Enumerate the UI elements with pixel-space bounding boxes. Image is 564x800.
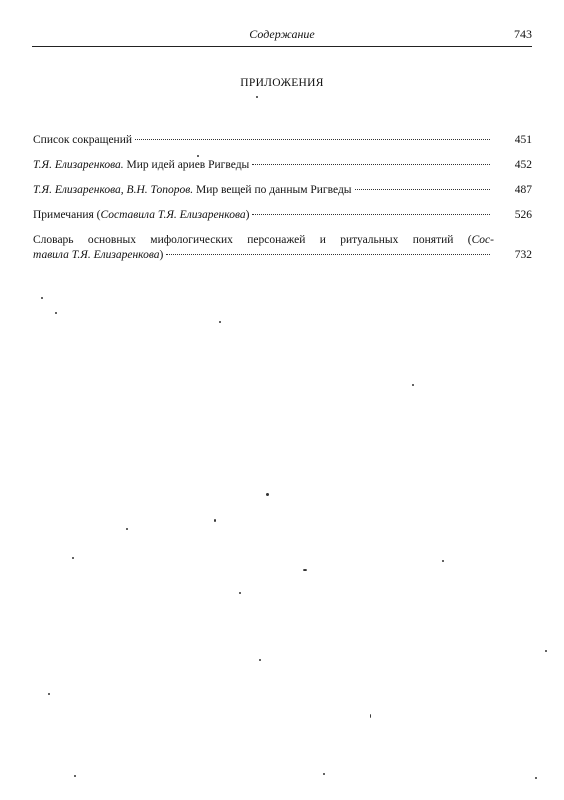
- toc-entry-dictionary[interactable]: [33, 233, 532, 263]
- toc-entry-text: [33, 208, 249, 223]
- header-rule: [32, 46, 532, 47]
- table-of-contents: [33, 133, 532, 263]
- toc-entry-text: Словарь основных мифологических персонажей и ритуальных понятий (: [33, 234, 472, 246]
- toc-entry-page: 451: [514, 134, 532, 146]
- toc-entry-line-2: [33, 248, 532, 263]
- scan-speck: [219, 321, 221, 323]
- running-header-title: Содержание: [249, 27, 315, 41]
- dot-leader: [252, 164, 490, 165]
- toc-entry-title: Мир идей ариев Ригведы: [123, 159, 250, 171]
- scan-speck: [197, 155, 199, 157]
- toc-entry-abbreviations[interactable]: [33, 133, 532, 148]
- scan-speck: [535, 777, 537, 779]
- toc-entry-page: 526: [514, 209, 532, 221]
- toc-entry-compiler: Составила Т.Я. Елизаренкова: [100, 209, 246, 221]
- scan-speck: [303, 569, 307, 571]
- toc-entry-text-post: ): [159, 249, 164, 261]
- toc-entry-text-pre: Примечания (: [33, 209, 101, 221]
- toc-entry-title: Мир вещей по данным Ригведы: [193, 184, 352, 196]
- scan-speck: [55, 312, 57, 314]
- toc-entry-page: 452: [514, 159, 532, 171]
- dot-leader: [355, 189, 490, 190]
- scan-speck: [323, 773, 325, 775]
- running-header: [32, 27, 532, 45]
- scan-speck: [72, 557, 74, 559]
- dot-leader: [252, 214, 490, 215]
- toc-entry-world-of-things[interactable]: [33, 183, 532, 198]
- toc-entry-notes[interactable]: [33, 208, 532, 223]
- scan-speck: [74, 775, 76, 777]
- toc-entry-text: [33, 183, 352, 198]
- toc-entry-compiler-start: Сос-: [471, 234, 494, 246]
- scan-speck: [370, 714, 371, 718]
- dot-leader: [135, 139, 490, 140]
- scan-speck: [545, 650, 547, 652]
- toc-entry-page: 487: [514, 184, 532, 196]
- scan-speck: [259, 659, 261, 661]
- dot-leader: [166, 254, 490, 255]
- scan-speck: [442, 560, 444, 562]
- scan-speck: [214, 519, 216, 522]
- toc-entry-line-1: [33, 233, 494, 248]
- toc-entry-page: 732: [514, 249, 532, 261]
- toc-entry-world-of-ideas[interactable]: [33, 158, 532, 173]
- page-number: 743: [514, 27, 532, 41]
- scan-speck: [126, 528, 128, 530]
- scan-speck: [239, 592, 241, 594]
- toc-entry-author: Т.Я. Елизаренкова.: [33, 159, 124, 171]
- toc-entry-compiler-end: тавила Т.Я. Елизаренкова: [33, 249, 160, 261]
- toc-entry-text: Список сокращений: [33, 134, 133, 146]
- scan-speck: [256, 96, 258, 98]
- toc-entry-author: Т.Я. Елизаренкова, В.Н. Топоров.: [33, 184, 194, 196]
- toc-entry-text-post: ): [245, 209, 250, 221]
- scan-speck: [41, 297, 43, 299]
- toc-entry-text: [33, 158, 249, 173]
- scan-speck: [266, 493, 269, 496]
- section-title: ПРИЛОЖЕНИЯ: [240, 77, 324, 89]
- scan-speck: [48, 693, 50, 695]
- scan-speck: [412, 384, 414, 386]
